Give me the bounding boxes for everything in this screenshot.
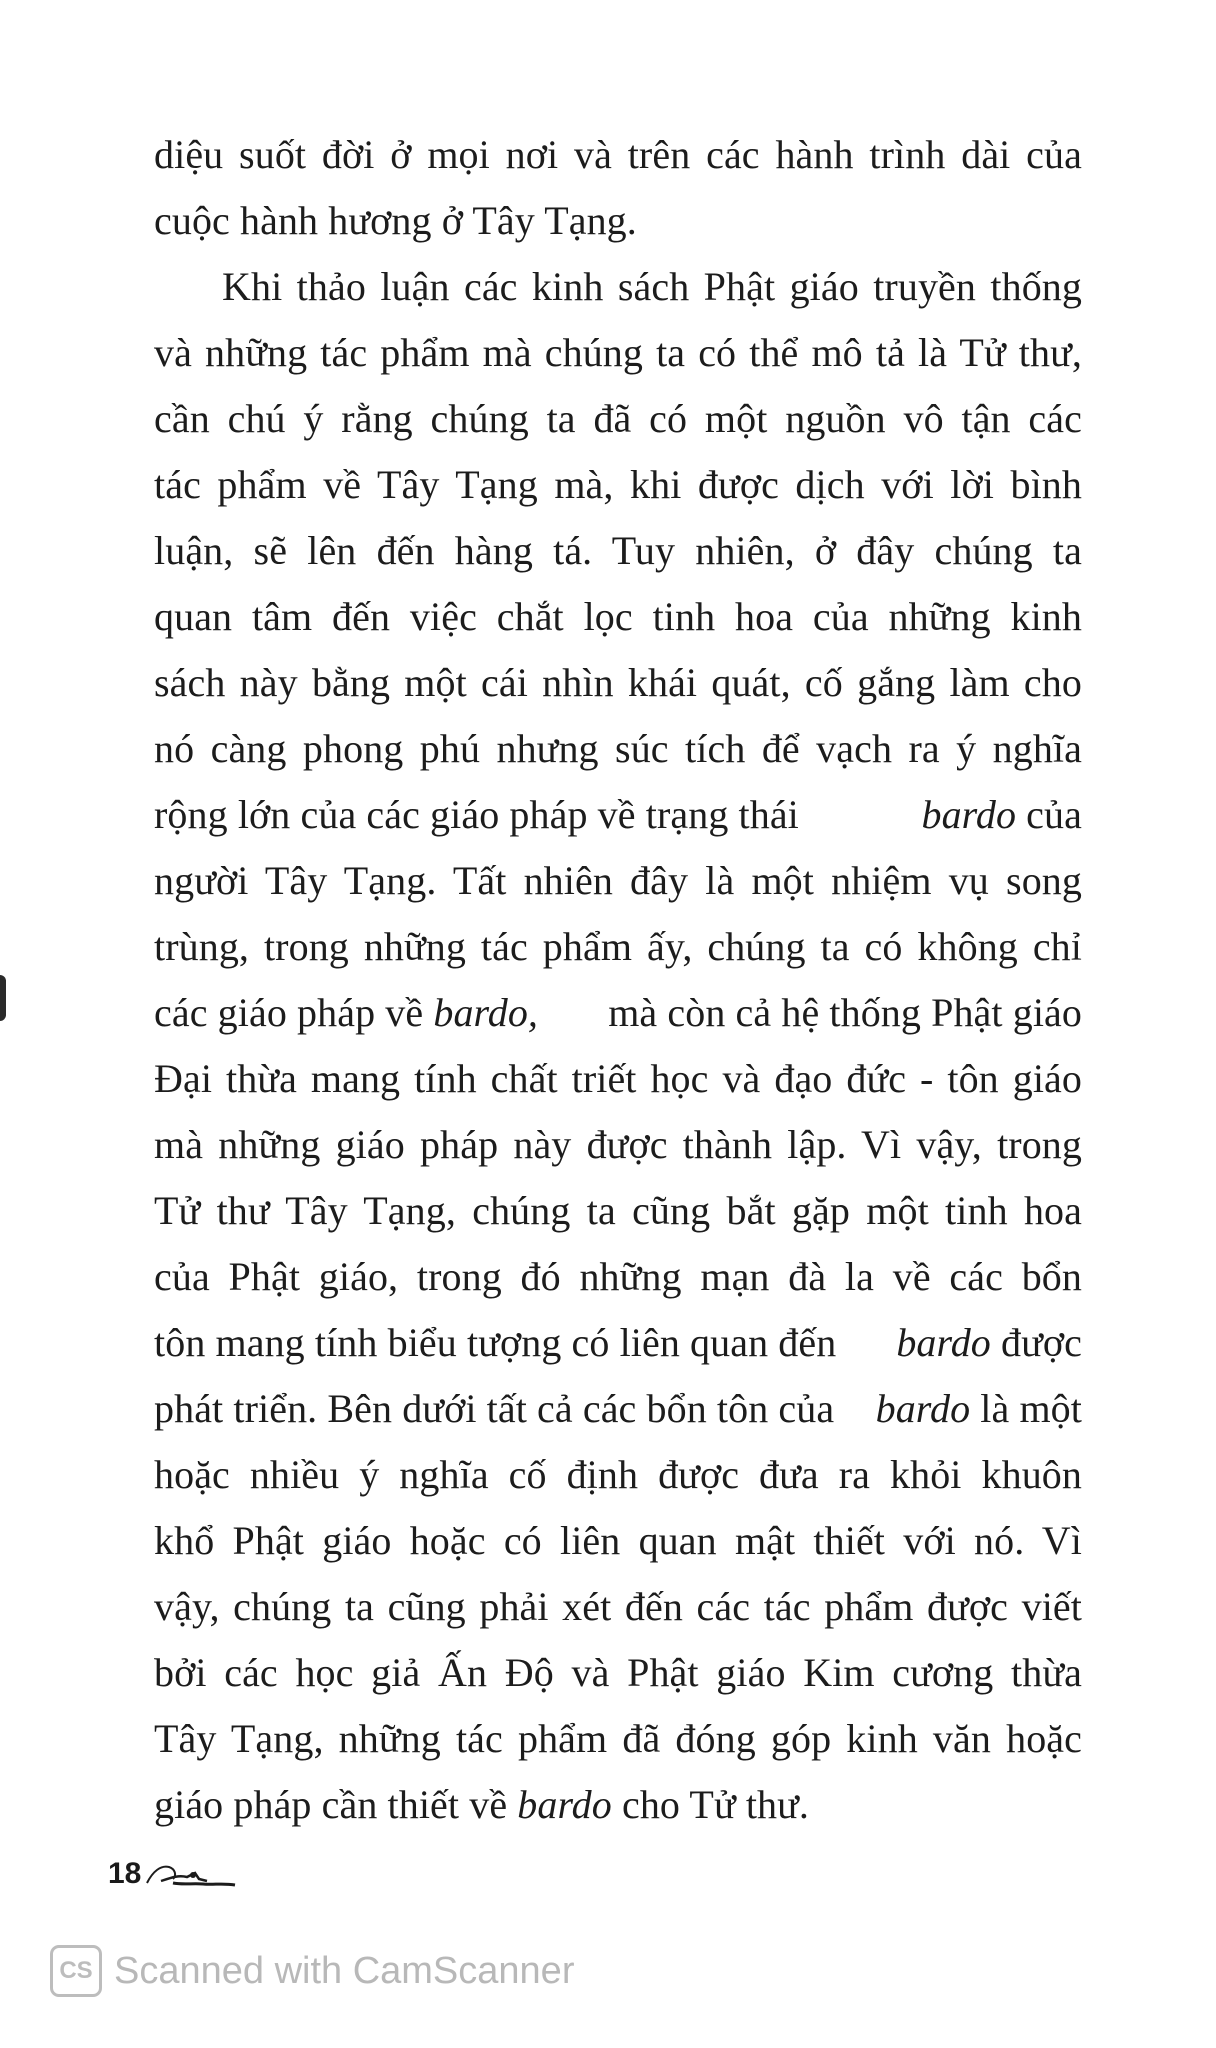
- text-line: và những tác phẩm mà chúng ta có thể mô tả là Tử thư,: [154, 330, 1082, 375]
- camscanner-logo-icon: CS: [50, 1945, 102, 1997]
- text-line: diệu suốt đời ở mọi nơi và trên các hành trình dài của: [154, 132, 1082, 177]
- text-line: cần chú ý rằng chúng ta đã có một nguồn vô tận các: [154, 396, 1082, 441]
- body-text: [154, 122, 1082, 1838]
- line-segment: được: [990, 1320, 1082, 1365]
- text-line: trùng, trong những tác phẩm ấy, chúng ta có không chỉ: [154, 924, 1082, 969]
- text-line: quan tâm đến việc chắt lọc tinh hoa của những kinh: [154, 594, 1082, 639]
- page-footer: [108, 1854, 243, 1894]
- line-segment: giáo pháp cần thiết về: [154, 1782, 518, 1827]
- page-number: 18: [108, 1857, 142, 1890]
- footer-ornament-icon: [143, 1857, 243, 1891]
- scanner-label: Scanned with CamScanner: [114, 1949, 575, 1992]
- text-line: sách này bằng một cái nhìn khái quát, cố gắng làm cho: [154, 660, 1082, 705]
- italic-term: bardo,: [433, 990, 539, 1035]
- italic-term: bardo: [875, 1386, 971, 1431]
- line-segment: mà còn cả hệ thống Phật giáo: [598, 990, 1082, 1035]
- text-line: tác phẩm về Tây Tạng mà, khi được dịch với lời bình: [154, 462, 1082, 507]
- text-line: cuộc hành hương ở Tây Tạng.: [154, 198, 637, 243]
- italic-term: bardo: [921, 792, 1017, 837]
- text-line: [154, 980, 1082, 1046]
- text-line: [154, 782, 1082, 848]
- text-line: mà những giáo pháp này được thành lập. Vì vậy, trong: [154, 1122, 1082, 1167]
- line-segment: của: [1016, 792, 1082, 837]
- text-line: [154, 1310, 1082, 1376]
- text-line: Khi thảo luận các kinh sách Phật giáo truyền thống: [222, 264, 1082, 309]
- scanner-watermark: [50, 1945, 574, 1997]
- text-line: luận, sẽ lên đến hàng tá. Tuy nhiên, ở đây chúng ta: [154, 528, 1082, 573]
- italic-term: bardo: [896, 1320, 991, 1365]
- page-edge-mark: [0, 975, 6, 1021]
- text-line: người Tây Tạng. Tất nhiên đây là một nhiệm vụ song: [154, 858, 1082, 903]
- line-segment: là một: [970, 1386, 1082, 1431]
- text-line: của Phật giáo, trong đó những mạn đà la về các bổn: [154, 1254, 1082, 1299]
- text-line: Đại thừa mang tính chất triết học và đạo đức - tôn giáo: [154, 1056, 1082, 1101]
- line-segment: tôn mang tính biểu tượng có liên quan đến: [154, 1320, 847, 1365]
- text-line: Tử thư Tây Tạng, chúng ta cũng bắt gặp một tinh hoa: [154, 1188, 1082, 1233]
- line-segment: các giáo pháp về: [154, 990, 434, 1035]
- line-segment: rộng lớn của các giáo pháp về trạng thái: [154, 792, 809, 837]
- text-line: Tây Tạng, những tác phẩm đã đóng góp kinh văn hoặc: [154, 1716, 1082, 1761]
- text-line: hoặc nhiều ý nghĩa cố định được đưa ra khỏi khuôn: [154, 1452, 1082, 1497]
- text-line: [154, 1376, 1082, 1442]
- italic-term: bardo: [517, 1782, 612, 1827]
- text-line: [154, 1772, 1082, 1838]
- text-line: vậy, chúng ta cũng phải xét đến các tác phẩm được viết: [154, 1584, 1082, 1629]
- line-segment: cho Tử thư.: [611, 1782, 810, 1827]
- text-line: nó càng phong phú nhưng súc tích để vạch ra ý nghĩa: [154, 726, 1082, 771]
- line-segment: phát triển. Bên dưới tất cả các bổn tôn của: [154, 1386, 845, 1431]
- text-line: bởi các học giả Ấn Độ và Phật giáo Kim cương thừa: [154, 1650, 1082, 1695]
- text-line: khổ Phật giáo hoặc có liên quan mật thiết với nó. Vì: [154, 1518, 1082, 1563]
